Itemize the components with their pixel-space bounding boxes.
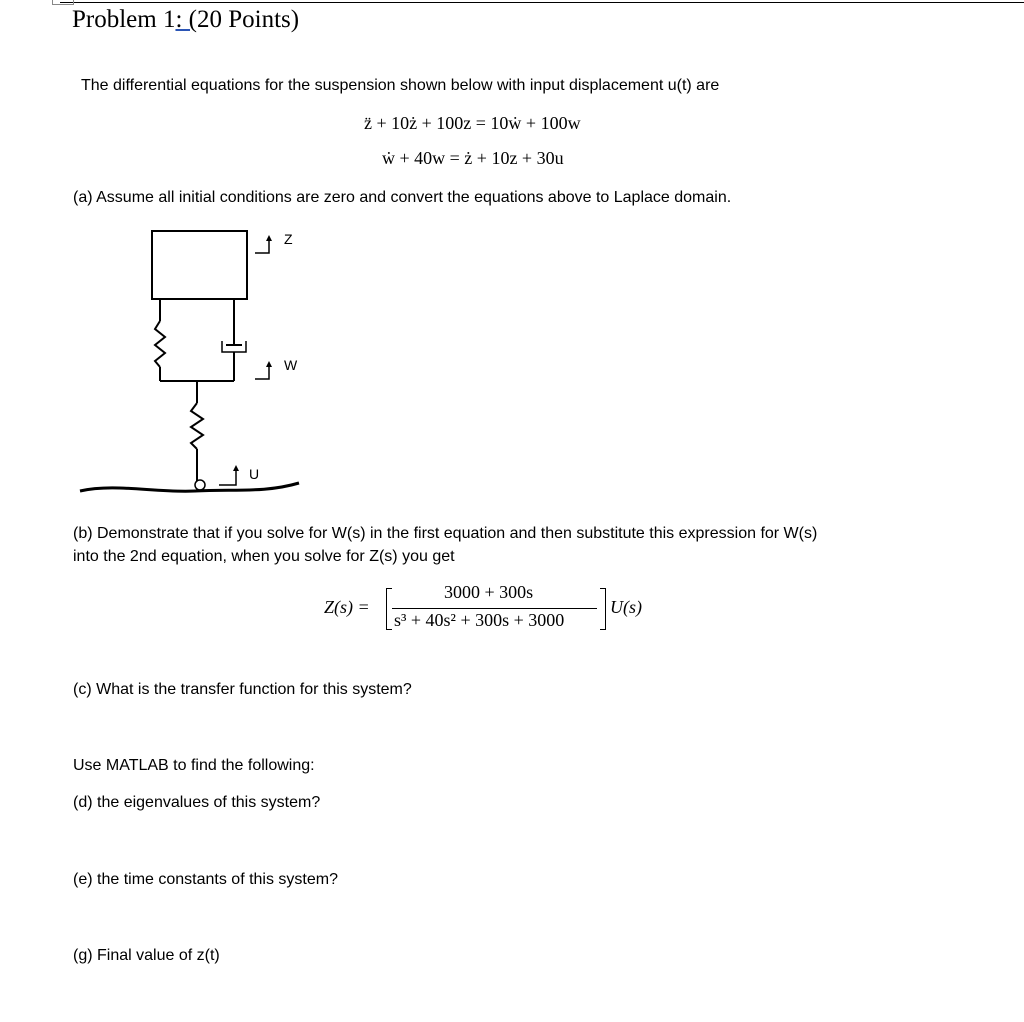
zs-denominator: s³ + 40s² + 300s + 3000 [394, 610, 565, 630]
equation-1: z̈ + 10ż + 100z = 10ẇ + 100w [364, 113, 581, 133]
part-d-text: (d) the eigenvalues of this system? [73, 794, 321, 811]
road-surface [80, 483, 299, 491]
wheel-contact [195, 480, 205, 490]
zs-rhs: U(s) [610, 597, 642, 617]
spring-upper [155, 321, 165, 367]
title-underlined: : ( [175, 6, 197, 33]
label-z: Z [284, 231, 293, 247]
suspension-diagram [75, 225, 315, 505]
zs-numerator: 3000 + 300s [444, 582, 534, 602]
arrow-w [255, 365, 269, 379]
title-prefix: Problem 1 [72, 6, 176, 33]
part-b-line1: (b) Demonstrate that if you solve for W(s) in the first equation and then substitute this expression for W(s) [73, 525, 818, 542]
intro-text: The differential equations for the suspension shown below with input displacement u(t) are [81, 77, 720, 94]
part-a-text: (a) Assume all initial conditions are zero and convert the equations above to Laplace domain. [73, 189, 732, 206]
part-b-line2: into the 2nd equation, when you solve for Z(s) you get [73, 548, 455, 565]
zs-lhs: Z(s) = [324, 597, 370, 617]
arrow-u [219, 469, 236, 485]
bracket-right [600, 588, 606, 630]
part-g-text: (g) Final value of z(t) [73, 947, 220, 964]
arrow-u-head [233, 465, 239, 471]
arrow-z [255, 239, 269, 253]
part-c-text: (c) What is the transfer function for this system? [73, 681, 412, 698]
problem-title [72, 6, 299, 34]
matlab-intro: Use MATLAB to find the following: [73, 757, 315, 774]
arrow-w-head [266, 361, 272, 367]
title-suffix: 20 Points) [197, 6, 300, 33]
bracket-left [386, 588, 392, 630]
spring-lower [191, 403, 203, 449]
corner-mark [52, 0, 74, 5]
arrow-z-head [266, 235, 272, 241]
label-w: W [284, 357, 298, 373]
fraction-bar [392, 608, 597, 609]
equation-2: ẇ + 40w = ż + 10z + 30u [382, 148, 564, 168]
sprung-mass-box [152, 231, 247, 299]
top-rule [60, 2, 1024, 3]
label-u: U [249, 466, 260, 482]
part-e-text: (e) the time constants of this system? [73, 871, 338, 888]
zs-equation [324, 582, 664, 632]
